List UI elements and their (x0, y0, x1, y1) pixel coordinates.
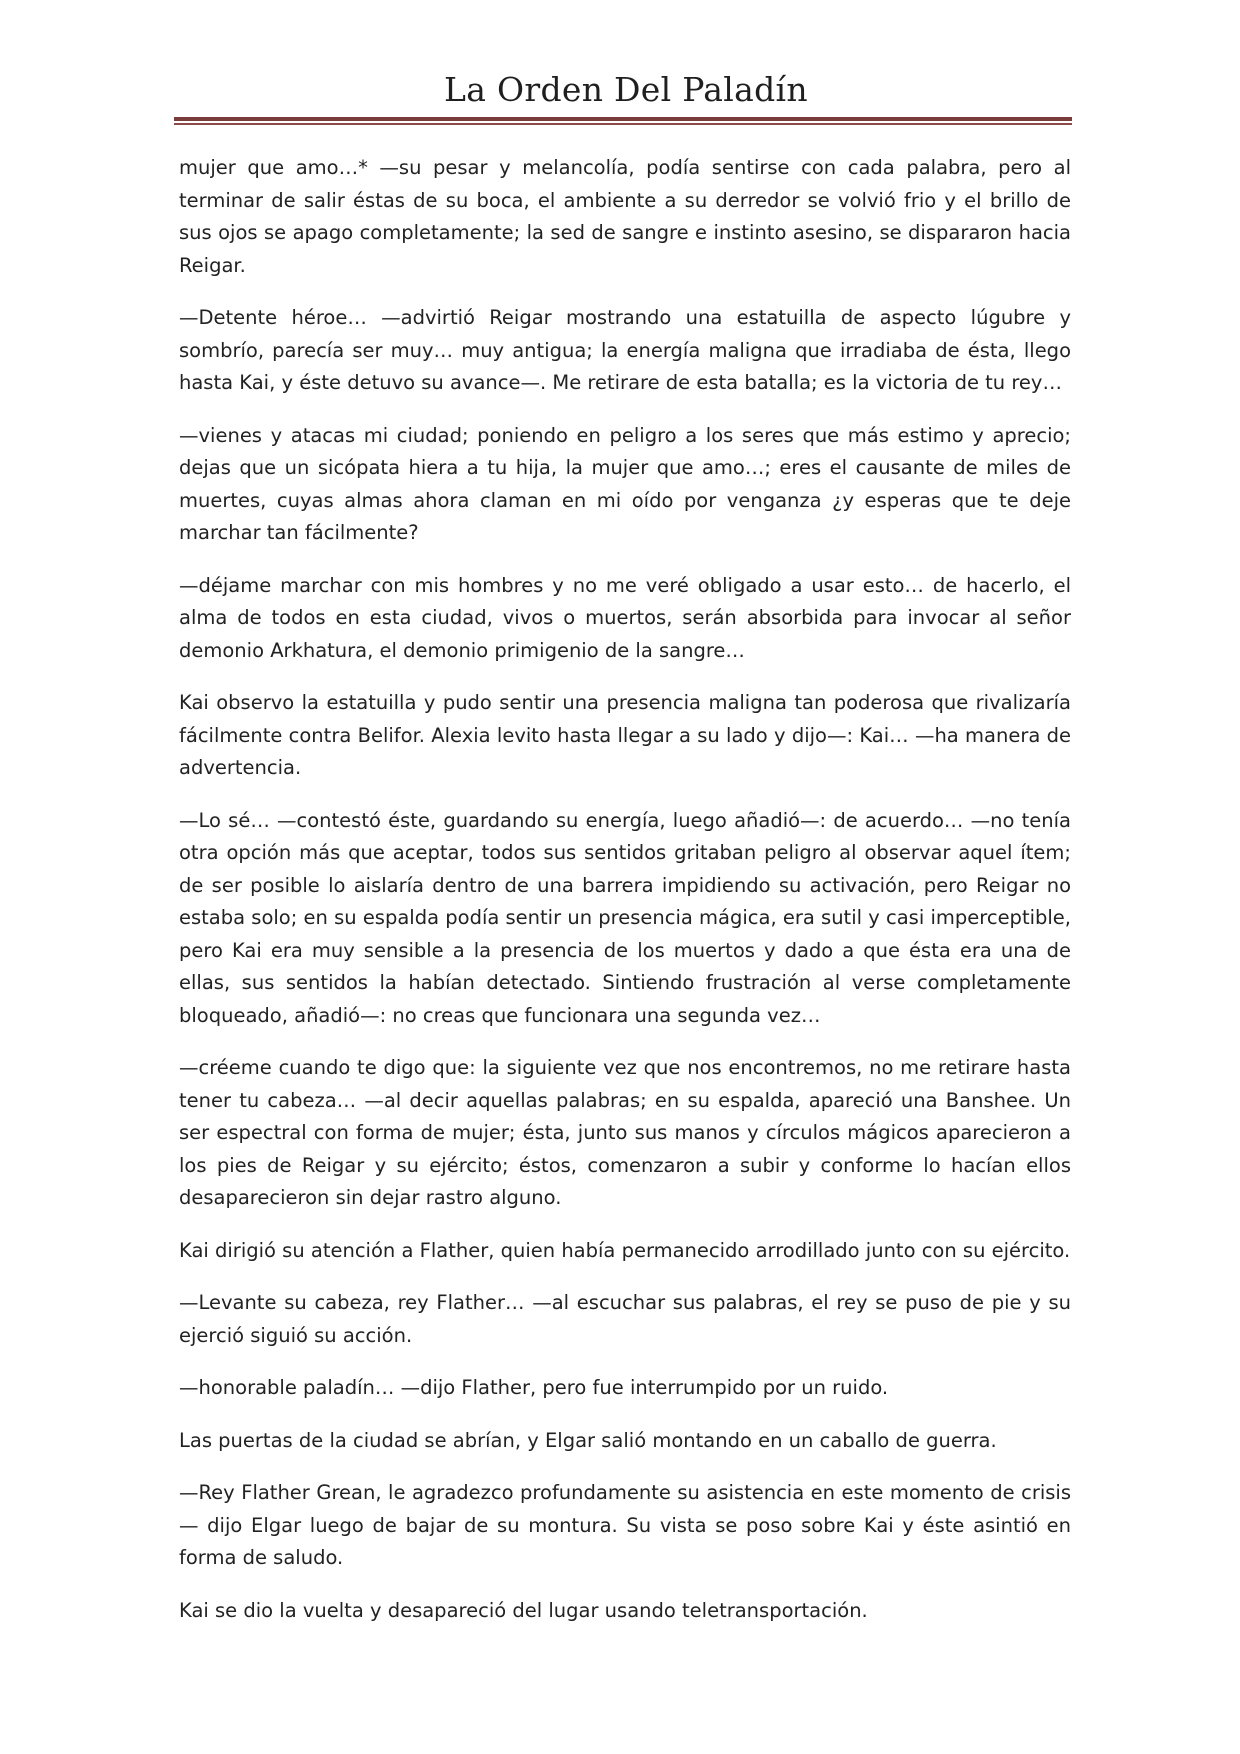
paragraph: mujer que amo…* —su pesar y melancolía, podía sentirse con cada palabra, pero al terminar de salir éstas de su boca, el ambiente a su derredor se volvió frio y el brillo de sus ojos se apago completamente; la sed de sangre e instinto asesino, se dispararon hacia Reigar. (179, 156, 1071, 277)
paragraph: —honorable paladín… —dijo Flather, pero fue interrumpido por un ruido. (179, 1376, 889, 1399)
paragraph: —vienes y atacas mi ciudad; poniendo en peligro a los seres que más estimo y aprecio; dejas que un sicópata hiera a tu hija, la mujer que amo…; eres el causante de miles de muertes, cuyas almas ahora claman en mi oído por venganza ¿y esperas que te deje marchar tan fácilmente? (179, 423, 1071, 544)
paragraph: —Lo sé… —contestó éste, guardando su energía, luego añadió—: de acuerdo… —no tenía otra opción más que aceptar, todos sus sentidos gritaban peligro al observar aquel ítem; de ser posible lo aislaría dentro de una barrera impidiendo su activación, pero Reigar no estaba solo; en su espalda podía sentir un presencia mágica, era sutil y casi imperceptible, pero Kai era muy sensible a la presencia de los muertos y dado a que ésta era una de ellas, sus sentidos la habían detectado. Sintiendo frustración al verse completamente bloqueado, añadió—: no creas que funcionara una segunda vez… (179, 808, 1071, 1027)
paragraph: —Levante su cabeza, rey Flather… —al escuchar sus palabras, el rey se puso de pie y su ejerció siguió su acción. (179, 1291, 1071, 1347)
paragraph: —Rey Flather Grean, le agradezco profundamente su asistencia en este momento de crisis — dijo Elgar luego de bajar de su montura. Su vista se poso sobre Kai y éste asintió en forma de saludo. (179, 1481, 1071, 1569)
paragraph: —Detente héroe… —advirtió Reigar mostrando una estatuilla de aspecto lúgubre y sombrío, parecía ser muy… muy antigua; la energía maligna que irradiaba de ésta, llego hasta Kai, y éste detuvo su avance—. Me retirare de esta batalla; es la victoria de tu rey… (179, 306, 1071, 394)
body-text (179, 152, 1071, 1647)
paragraph: —déjame marchar con mis hombres y no me veré obligado a usar esto… de hacerlo, el alma de todos en esta ciudad, vivos o muertos, serán absorbida para invocar al señor demonio Arkhatura, el demonio primigenio de la sangre… (179, 573, 1071, 662)
paragraph: —créeme cuando te digo que: la siguiente vez que nos encontremos, no me retirare hasta tener tu cabeza… —al decir aquellas palabras; en su espalda, apareció una Banshee. Un ser espectral con forma de mujer; ésta, junto sus manos y círculos mágicos aparecieron a los pies de Reigar y su ejército; éstos, comenzaron a subir y conforme lo hacían ellos desaparecieron sin dejar rastro alguno. (179, 1056, 1071, 1209)
paragraph: Las puertas de la ciudad se abrían, y Elgar salió montando en un caballo de guerra. (179, 1428, 997, 1452)
paragraph: Kai se dio la vuelta y desapareció del lugar usando teletransportación. (179, 1598, 868, 1622)
header-rule-thick (174, 117, 1072, 121)
header-rule-thin (174, 123, 1072, 125)
paragraph: Kai dirigió su atención a Flather, quien había permanecido arrodillado junto con su ejército. (179, 1238, 1071, 1262)
page-header-title: La Orden Del Paladín (444, 70, 808, 109)
paragraph: Kai observo la estatuilla y pudo sentir una presencia maligna tan poderosa que rivalizaría fácilmente contra Belifor. Alexia levito hasta llegar a su lado y dijo—: Kai… —ha manera de advertencia. (179, 691, 1071, 779)
